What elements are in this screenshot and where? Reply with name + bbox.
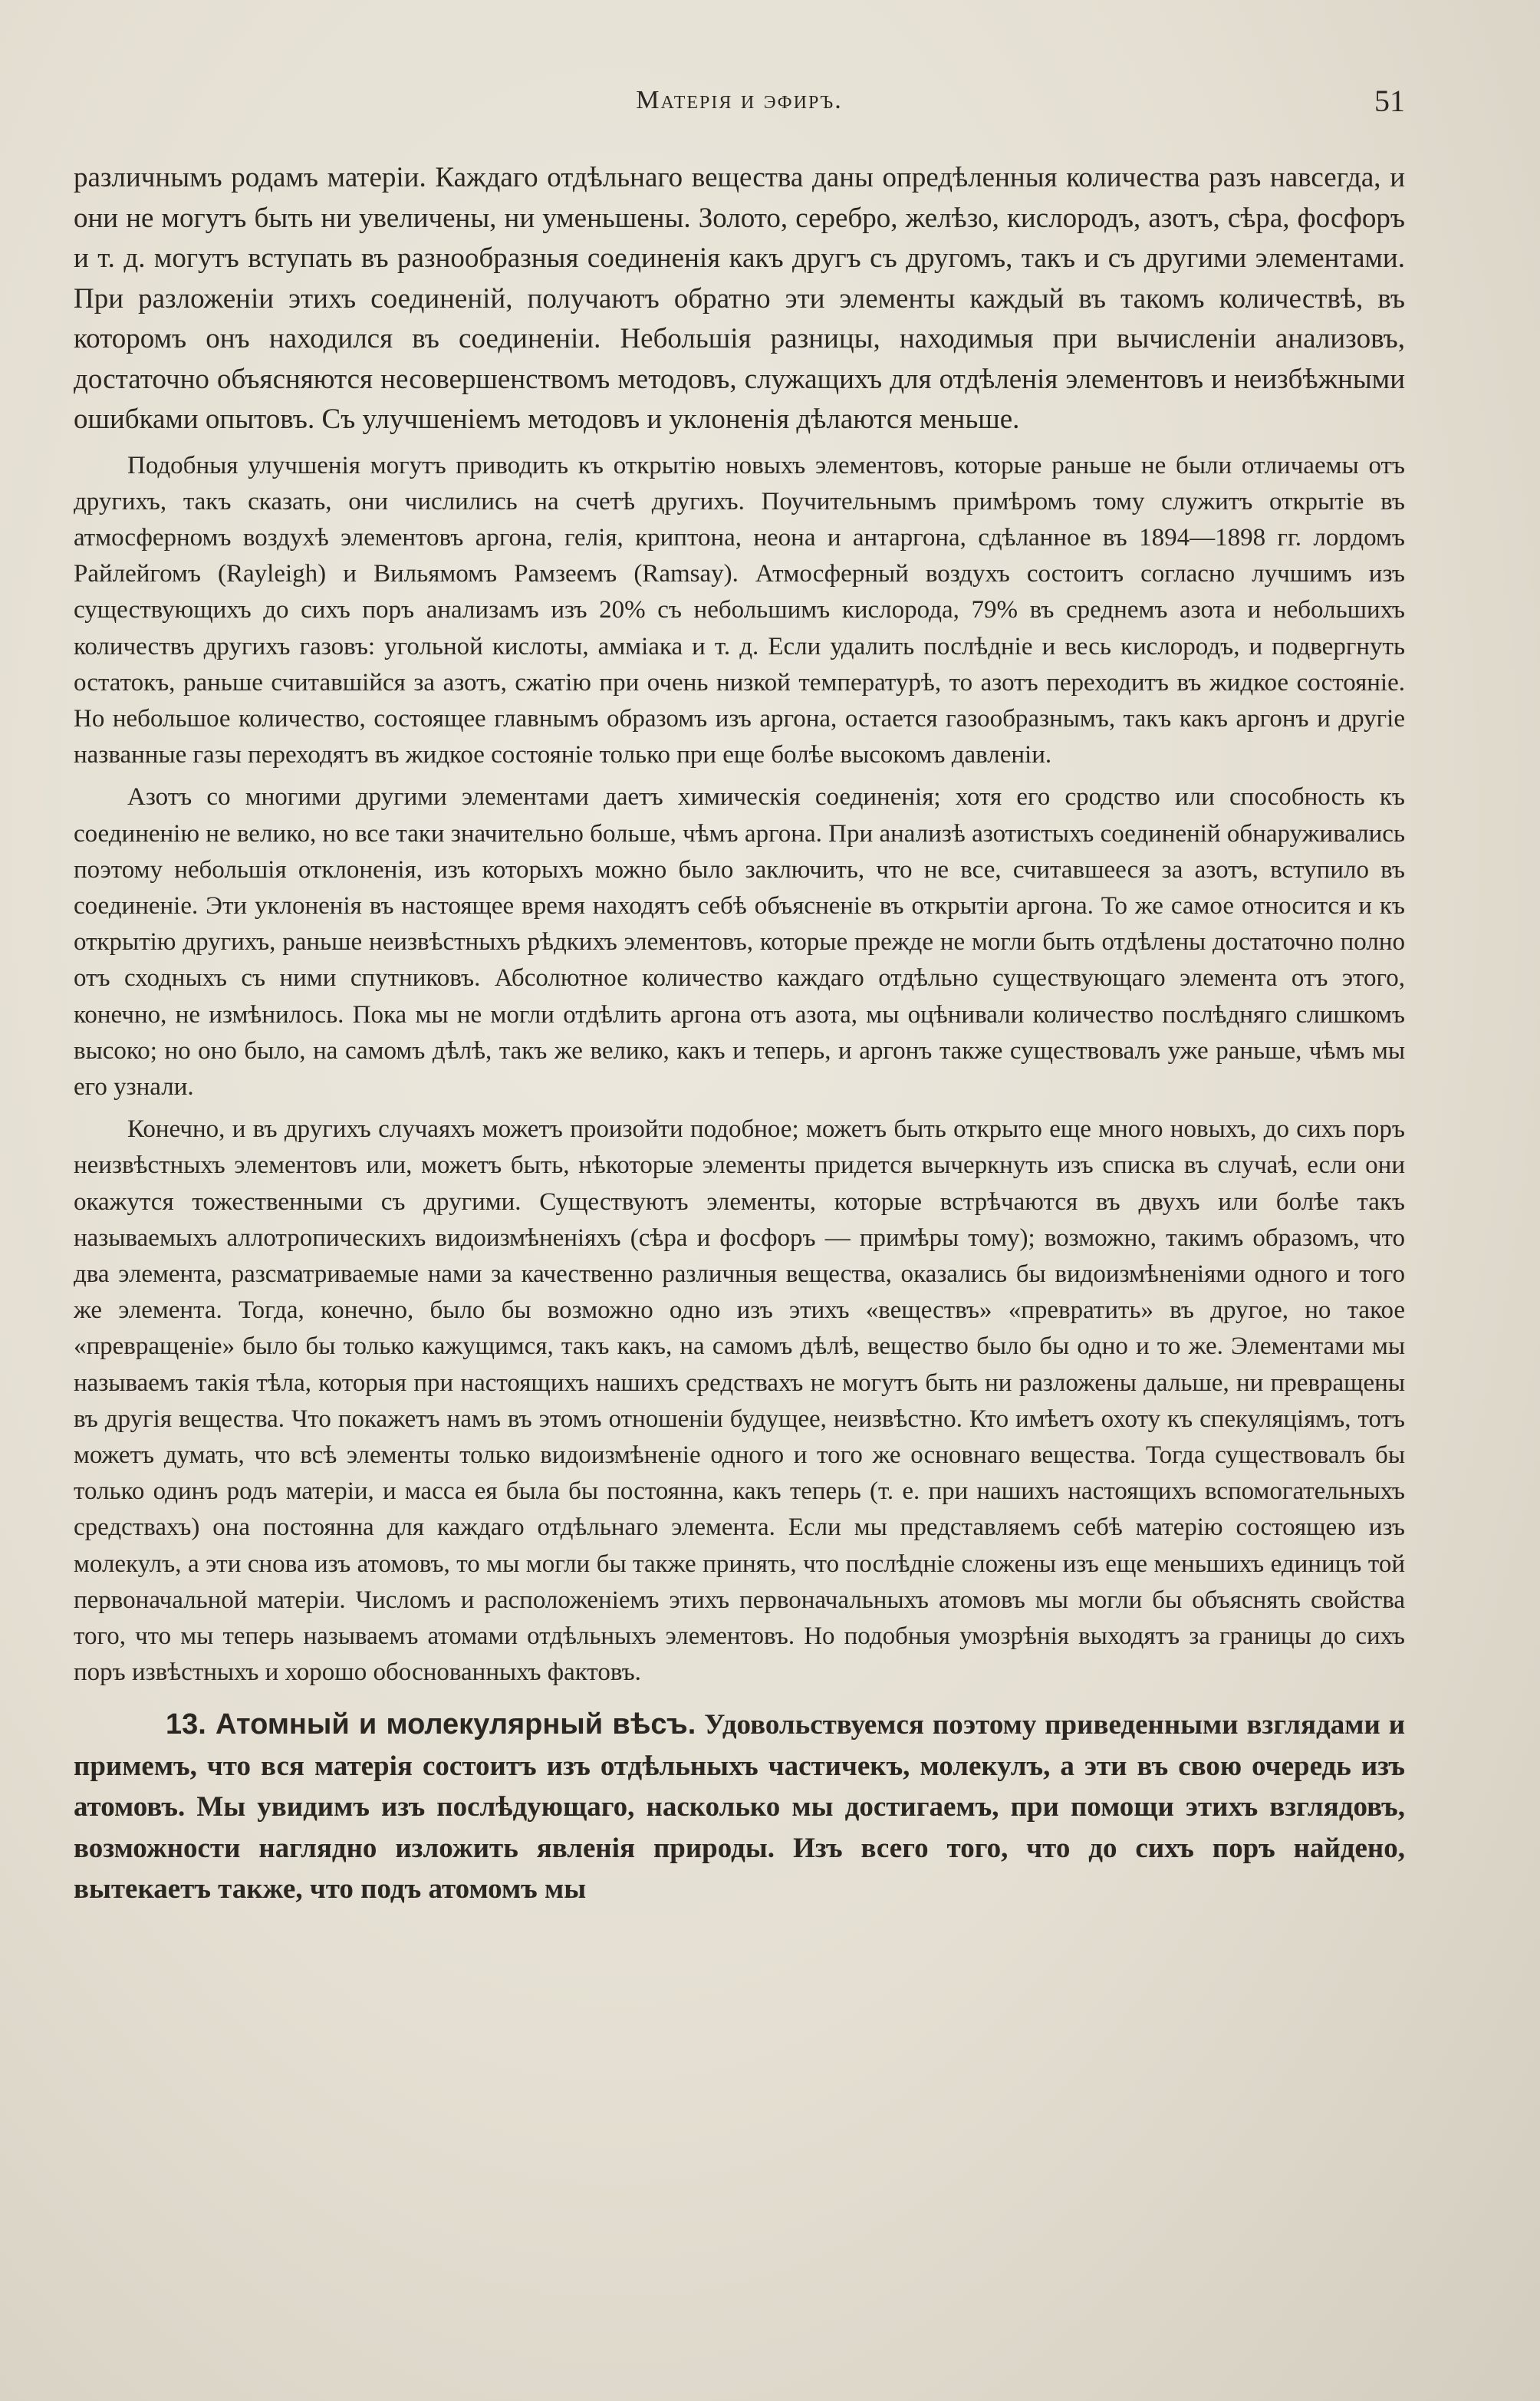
section-text: Удовольствуемся поэтому приведенными взглядами и примемъ, что вся матерія состоитъ изъ отдѣльныхъ частичекъ, молекулъ, а эти въ свою очередь изъ атомовъ. Мы увидимъ изъ послѣдующаго, насколько мы достигаемъ, при помощи этихъ взглядовъ, возможности наглядно изложить явленія природы. Изъ всего того, что до сихъ поръ найдено, вытекаетъ также, что подъ атомомъ мы <box>74 1709 1406 1905</box>
paragraph-3: Азотъ со многими другими элементами даетъ химическія соединенія; хотя его сродство или способность къ соединенію не велико, но все таки значительно больше, чѣмъ аргона. При анализѣ азотистыхъ соединеній обнаруживались поэтому небольшія отклоненія, изъ которыхъ можно было заключить, что не все, считавшееся за азотъ, вступило въ соединеніе. Эти уклоненія въ настоящее время находятъ себѣ объясненіе въ открытіи аргона. То же самое относится и къ открытію другихъ, раньше неизвѣстныхъ рѣдкихъ элементовъ, которые прежде не могли быть отдѣлены достаточно полно отъ сходныхъ съ ними спутниковъ. Абсолютное количество каждаго отдѣльно существующаго элемента отъ этого, конечно, не измѣнилось. Пока мы не могли отдѣлить аргона отъ азота, мы оцѣнивали количество послѣдняго слишкомъ высоко; но оно было, на самомъ дѣлѣ, такъ же велико, какъ и теперь, и аргонъ также существовалъ уже раньше, чѣмъ мы его узнали. <box>74 783 1405 1101</box>
page-number: 51 <box>1374 84 1405 118</box>
page-header <box>74 86 1405 132</box>
body-text <box>74 158 1405 1910</box>
paragraph-1: различнымъ родамъ матеріи. Каждаго отдѣльнаго вещества даны опредѣленныя количества разъ навсегда, и они не могутъ быть ни увеличены, ни уменьшены. Золото, серебро, желѣзо, кислородъ, азотъ, сѣра, фосфоръ и т. д. могутъ вступать въ разнообразныя соединенія какъ другъ съ другомъ, такъ и съ другими элементами. При разложеніи этихъ соединеній, получаютъ обратно эти элементы каждый въ такомъ количествѣ, въ которомъ онъ находился въ соединеніи. Небольшія разницы, находимыя при вычисленіи анализовъ, достаточно объясняются несовершенствомъ методовъ, служащихъ для отдѣленія элементовъ и неизбѣжными ошибками опытовъ. Съ улучшеніемъ методовъ и уклоненія дѣлаются меньше. <box>74 162 1405 435</box>
running-title: Матерія и эфиръ. <box>636 86 843 114</box>
section-heading: 13. Атомный и молекулярный вѣсъ. <box>166 1708 696 1741</box>
paragraph-2: Подобныя улучшенія могутъ приводить къ открытію новыхъ элементовъ, которые раньше не были отличаемы отъ другихъ, такъ сказать, они числились на счетѣ другихъ. Поучительнымъ примѣромъ тому служитъ открытіе въ атмосферномъ воздухѣ элементовъ аргона, гелія, криптона, неона и антаргона, сдѣланное въ 1894—1898 гг. лордомъ Райлейгомъ (Rayleigh) и Вильямомъ Рамзеемъ (Ramsay). Атмосферный воздухъ состоитъ согласно лучшимъ изъ существующихъ до сихъ поръ анализамъ изъ 20% съ небольшимъ кислорода, 79% въ среднемъ азота и небольшихъ количествъ другихъ газовъ: угольной кислоты, амміака и т. д. Если удалить послѣдніе и весь кислородъ, и подвергнуть остатокъ, раньше считавшійся за азотъ, сжатію при очень низкой температурѣ, то азотъ переходитъ въ жидкое состояніе. Но небольшое количество, состоящее главнымъ образомъ изъ аргона, остается газообразнымъ, такъ какъ аргонъ и другіе названные газы переходятъ въ жидкое состояніе только при еще болѣе высокомъ давленіи. <box>74 451 1405 769</box>
paragraph-4: Конечно, и въ другихъ случаяхъ можетъ произойти подобное; можетъ быть открыто еще много новыхъ, до сихъ поръ неизвѣстныхъ элементовъ или, можетъ быть, нѣкоторые элементы придется вычеркнуть изъ списка въ случаѣ, если они окажутся тожественными съ другими. Существуютъ элементы, которые встрѣчаются въ двухъ или болѣе такъ называемыхъ аллотропическихъ видоизмѣненіяхъ (сѣра и фосфоръ — примѣры тому); возможно, такимъ образомъ, что два элемента, разсматриваемые нами за качественно различныя вещества, оказались бы видоизмѣненіями одного и того же элемента. Тогда, конечно, было бы возможно одно изъ этихъ «веществъ» «превратить» въ другое, но такое «превращеніе» было бы только кажущимся, такъ какъ, на самомъ дѣлѣ, вещество было бы одно и то же. Элементами мы называемъ такія тѣла, которыя при настоящихъ нашихъ средствахъ не могутъ быть ни разложены дальше, ни превращены въ другія вещества. Что покажетъ намъ въ этомъ отношеніи будущее, неизвѣстно. Кто имѣетъ охоту къ спекуляціямъ, тотъ можетъ думать, что всѣ элементы только видоизмѣненіе одного и того же основнаго вещества. Тогда существовалъ бы только одинъ родъ матеріи, и масса ея была бы постоянна, какъ теперь (т. е. при нашихъ настоящихъ вспомогательныхъ средствахъ) она постоянна для каждаго отдѣльнаго элемента. Если мы представляемъ себѣ матерію состоящею изъ молекулъ, а эти снова изъ атомовъ, то мы могли бы также принять, что послѣдніе сложены изъ еще меньшихъ единицъ той первоначальной матеріи. Числомъ и расположеніемъ этихъ первоначальныхъ атомовъ мы могли бы объяснять свойства того, что мы теперь называемъ атомами отдѣльныхъ элементовъ. Но подобныя умозрѣнія выходятъ за границы до сихъ поръ извѣстныхъ и хорошо обоснованныхъ фактовъ. <box>74 1115 1405 1687</box>
section-13 <box>74 1704 1405 1910</box>
